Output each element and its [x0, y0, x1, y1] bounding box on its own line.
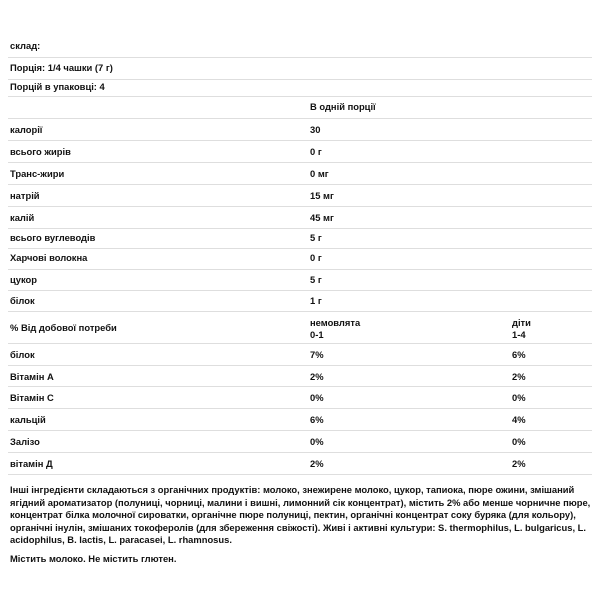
- nutrient-label: натрій: [10, 190, 40, 201]
- serving-row: [8, 58, 592, 80]
- per-serving-header: В одній порції: [310, 101, 376, 112]
- infants-percent: 2%: [310, 371, 324, 382]
- nutrient-label: цукор: [10, 274, 37, 285]
- daily-value-row: [8, 344, 592, 366]
- nutrient-row: [8, 249, 592, 270]
- infants-percent: 2%: [310, 458, 324, 469]
- daily-label: вітамін Д: [10, 458, 53, 469]
- infants-percent: 6%: [310, 414, 324, 425]
- children-percent: 2%: [512, 371, 526, 382]
- daily-value-row: [8, 366, 592, 387]
- ingredients-line: органічні інулін, змішаних токоферолів (для збереження свіжості). Живі і активні культури: S. thermophilus, L. bulgaricus, L.: [10, 521, 586, 533]
- ingredients-paragraph: [10, 484, 592, 547]
- children-percent: 6%: [512, 349, 526, 360]
- daily-label: Залізо: [10, 436, 40, 447]
- nutrient-value: 45 мг: [310, 212, 334, 223]
- nutrient-label: калорії: [10, 124, 43, 135]
- nutrient-row: [8, 141, 592, 163]
- servings-per-pack-row: [8, 80, 592, 97]
- daily-label: кальцій: [10, 414, 46, 425]
- daily-value-row: [8, 431, 592, 453]
- nutrient-label: Транс-жири: [10, 168, 65, 179]
- daily-value-header: % Від добової потреби: [10, 322, 117, 333]
- infants-percent: 0%: [310, 436, 324, 447]
- nutrient-label: калій: [10, 212, 35, 223]
- children-percent: 0%: [512, 392, 526, 403]
- infants-percent: 7%: [310, 349, 324, 360]
- infants-age-range: 0-1: [310, 329, 324, 340]
- nutrient-value: 5 г: [310, 232, 322, 243]
- nutrient-row: [8, 207, 592, 229]
- nutrient-value: 15 мг: [310, 190, 334, 201]
- infants-column-header: немовлята: [310, 317, 361, 328]
- nutrient-label: білок: [10, 295, 35, 306]
- allergen-note: Містить молоко. Не містить глютен.: [10, 553, 177, 564]
- nutrient-label: всього жирів: [10, 146, 71, 157]
- ingredients-line: acidophilus, B. lactis, L. paracasei, L. rhamnosus.: [10, 534, 232, 545]
- children-column-header: діти: [512, 317, 531, 328]
- nutrient-row: [8, 119, 592, 141]
- nutrient-value: 30: [310, 124, 321, 135]
- per-serving-header-row: [8, 97, 592, 119]
- nutrient-row: [8, 291, 592, 312]
- serving-size: Порція: 1/4 чашки (7 г): [10, 62, 113, 73]
- nutrient-row: [8, 229, 592, 249]
- infants-percent: 0%: [310, 392, 324, 403]
- children-age-range: 1-4: [512, 329, 526, 340]
- nutrient-value: 5 г: [310, 274, 322, 285]
- daily-label: Вітамін С: [10, 392, 54, 403]
- daily-value-header-row: [8, 312, 592, 344]
- label-title: склад:: [10, 40, 41, 51]
- nutrient-value: 0 мг: [310, 168, 329, 179]
- children-percent: 4%: [512, 414, 526, 425]
- nutrient-label: Харчові волокна: [10, 252, 88, 263]
- children-percent: 0%: [512, 436, 526, 447]
- nutrient-value: 0 г: [310, 252, 322, 263]
- daily-label: Вітамін А: [10, 371, 54, 382]
- nutrient-value: 1 г: [310, 295, 322, 306]
- nutrient-row: [8, 163, 592, 185]
- daily-value-row: [8, 409, 592, 431]
- servings-per-pack: Порцій в упаковці: 4: [10, 81, 105, 92]
- nutrient-row: [8, 185, 592, 207]
- nutrient-value: 0 г: [310, 146, 322, 157]
- ingredients-line: концентрат білка молочної сироватки, органічне пюре полуниці, пектин, органічні концентрат соку буряка (для кольору),: [10, 509, 576, 520]
- children-percent: 2%: [512, 458, 526, 469]
- ingredients-line: ягідний ароматизатор (полуниці, чорниці, малини і вишні, лимонний сік концентрат), містить 2% або менше чорничне пюре,: [10, 496, 591, 508]
- nutrient-row: [8, 270, 592, 291]
- daily-value-row: [8, 387, 592, 409]
- ingredients-line: Інші інгредієнти складаються з органічних продуктів: молоко, знежирене молоко, цукор, тапиока, пюре ожини, змішаний: [10, 484, 575, 495]
- nutrient-label: всього вуглеводів: [10, 232, 96, 243]
- daily-label: білок: [10, 349, 35, 360]
- title-row: [8, 36, 592, 58]
- daily-value-row: [8, 453, 592, 475]
